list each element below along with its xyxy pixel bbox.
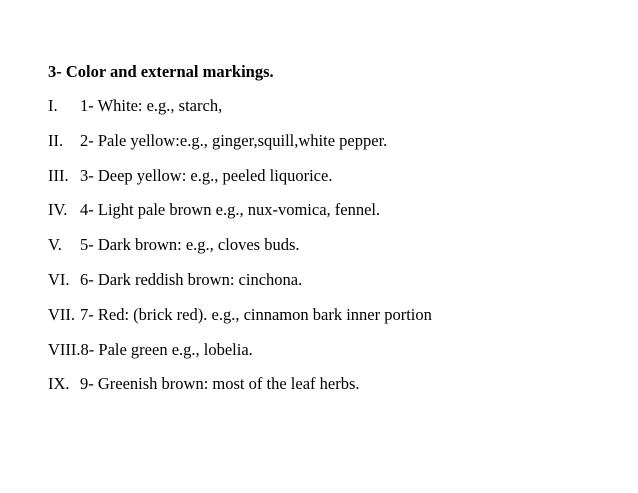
roman-numeral: III. [48,165,69,185]
list-item [48,96,432,131]
list-item-text: 2- Pale yellow:e.g., ginger,squill,white pepper. [80,130,388,150]
list-item [48,340,432,375]
list-item [48,131,432,166]
list-item-text: 6- Dark reddish brown: cinchona. [80,269,303,289]
list-item [48,270,432,305]
roman-numeral: V. [48,235,62,255]
list-item-text: 7- Red: (brick red). e.g., cinnamon bark inner portion [80,304,432,324]
roman-numeral: VIII. [48,339,81,359]
list-item [48,305,432,340]
color-list [48,96,432,409]
list-item-text: 9- Greenish brown: most of the leaf herbs. [80,374,360,394]
list-item-text: 4- Light pale brown e.g., nux-vomica, fennel. [80,200,381,220]
roman-numeral: I. [48,96,58,115]
section-heading: 3- Color and external markings. [48,62,274,81]
list-item-text: 1- White: e.g., starch, [80,96,223,115]
list-item [48,374,432,409]
list-item-text: 8- Pale green e.g., lobelia. [80,339,253,359]
roman-numeral: IV. [48,200,68,220]
list-item-text: 5- Dark brown: e.g., cloves buds. [80,235,300,255]
roman-numeral: IX. [48,374,70,394]
list-item [48,235,432,270]
roman-numeral: VI. [48,269,70,289]
list-item-text: 3- Deep yellow: e.g., peeled liquorice. [80,165,333,185]
roman-numeral: VII. [48,304,76,324]
roman-numeral: II. [48,130,64,150]
list-item [48,166,432,201]
list-item [48,200,432,235]
